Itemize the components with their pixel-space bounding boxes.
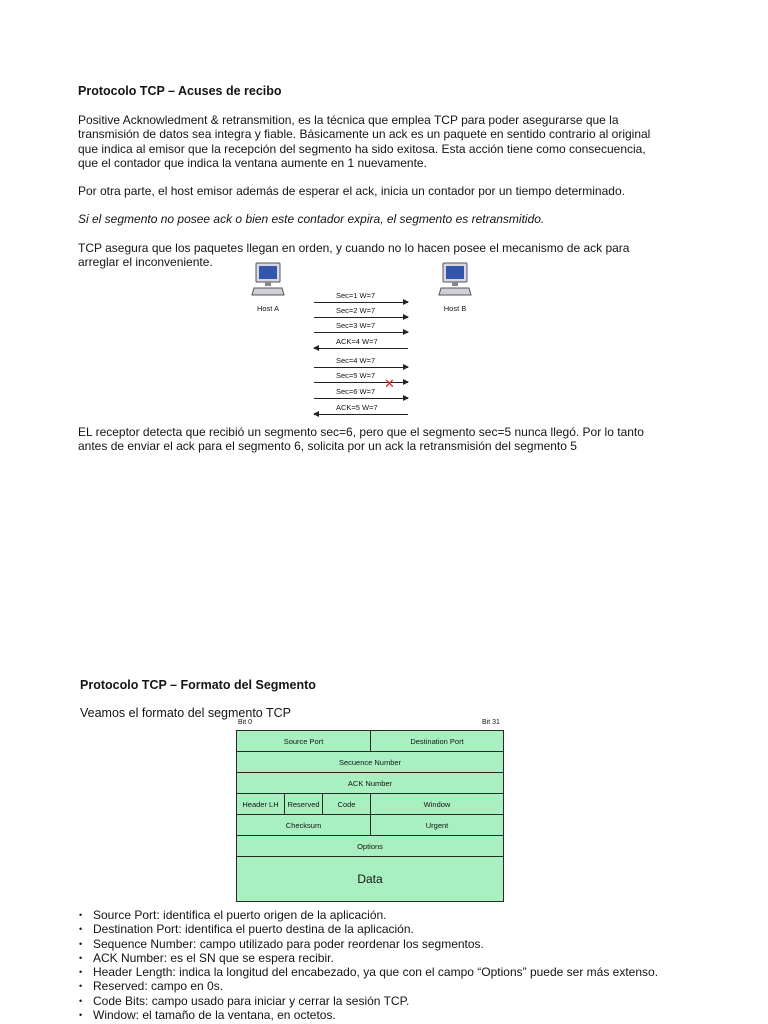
message-arrow — [314, 321, 408, 335]
paragraph-timer: Por otra parte, el host emisor además de esperar el ack, inicia un contador por un tiempo determinado. — [78, 184, 625, 198]
sequence-number-cell: Secuence Number — [237, 752, 504, 773]
arrow-right-icon — [403, 299, 409, 305]
list-item: • Destination Port: identifica el puerto destina de la aplicación. — [79, 922, 658, 936]
list-item: • Reserved: campo en 0s. — [79, 979, 658, 993]
lost-x-icon: ✕ — [384, 376, 395, 391]
arrow-right-icon — [403, 329, 409, 335]
arrow-right-icon — [403, 364, 409, 370]
arrow-right-icon — [403, 314, 409, 320]
arrow-right-icon — [403, 395, 409, 401]
tcp-segment-table — [236, 730, 504, 902]
host-b-label: Host B — [443, 304, 467, 313]
message-arrow — [314, 403, 408, 417]
paragraph-order: TCP asegura que los paquetes llegan en orden, y cuando no lo hacen posee el mecanismo de ack para arreglar el inconveniente. — [78, 241, 630, 270]
bit31-label: Bit 31 — [482, 719, 500, 726]
arrow-right-icon — [403, 379, 409, 385]
field-description-list — [79, 908, 658, 1022]
checksum-cell: Checksum — [237, 815, 371, 836]
list-item: • ACK Number: es el SN que se espera recibir. — [79, 951, 658, 965]
message-arrow — [314, 291, 408, 305]
message-label: Sec=3 W=7 — [336, 321, 376, 330]
message-label: ACK=5 W=7 — [336, 403, 378, 412]
urgent-cell: Urgent — [371, 815, 504, 836]
message-arrow — [314, 337, 408, 351]
paragraph-receiver: EL receptor detecta que recibió un segmento sec=6, pero que el segmento sec=5 nunca llegó. Por lo tanto antes de enviar el ack para el segmento 6, solicita por un ack la retransmisión del segmento 5 — [78, 425, 644, 454]
host-b — [435, 262, 475, 313]
code-cell: Code — [323, 794, 371, 815]
list-item: • Source Port: identifica el puerto origen de la aplicación. — [79, 908, 658, 922]
paragraph-positive-ack: Positive Acknowledment & retransmition, es la técnica que emplea TCP para poder asegurarse que la transmisión de datos sea integra y fiable. Básicamente un ack es un paquete en sentido contrario al original que indica al emisor que la recepción del segmento ha sido exitosa. Esta acción tiene como consecuencia, que el contador que indica la ventana aumente en 1 nuevamente. — [78, 113, 651, 170]
intro-text: Veamos el formato del segmento TCP — [80, 706, 291, 720]
window-cell: Window — [371, 794, 504, 815]
message-arrow — [314, 387, 408, 401]
message-label: Sec=2 W=7 — [336, 306, 376, 315]
arrow-left-icon — [313, 411, 319, 417]
message-label: ACK=4 W=7 — [336, 337, 378, 346]
section-title-acks: Protocolo TCP – Acuses de recibo — [78, 84, 282, 98]
message-label: Sec=5 W=7 — [336, 371, 376, 380]
list-item: • Code Bits: campo usado para iniciar y cerrar la sesión TCP. — [79, 994, 658, 1008]
data-cell: Data — [237, 857, 504, 902]
computer-icon — [438, 262, 472, 298]
host-a — [248, 262, 288, 313]
list-item: • Sequence Number: campo utilizado para poder reordenar los segmentos. — [79, 937, 658, 951]
host-a-label: Host A — [256, 304, 280, 313]
message-label: Sec=4 W=7 — [336, 356, 376, 365]
list-item: • Window: el tamaño de la ventana, en octetos. — [79, 1008, 658, 1022]
options-cell: Options — [237, 836, 504, 857]
section-title-format: Protocolo TCP – Formato del Segmento — [80, 678, 316, 692]
source-port-cell: Source Port — [237, 731, 371, 752]
message-arrow — [314, 356, 408, 370]
destination-port-cell: Destination Port — [371, 731, 504, 752]
message-arrow — [314, 306, 408, 320]
reserved-cell: Reserved — [285, 794, 323, 815]
ack-number-cell: ACK Number — [237, 773, 504, 794]
list-item: • Header Length: indica la longitud del encabezado, ya que con el campo “Options” puede ser más extenso. — [79, 965, 658, 979]
message-label: Sec=1 W=7 — [336, 291, 376, 300]
paragraph-retransmit: Si el segmento no posee ack o bien este contador expira, el segmento es retransmitido. — [78, 212, 545, 226]
header-length-cell: Header LH — [237, 794, 285, 815]
message-label: Sec=6 W=7 — [336, 387, 376, 396]
bit0-label: Bit 0 — [238, 719, 253, 726]
computer-icon — [251, 262, 285, 298]
arrow-left-icon — [313, 345, 319, 351]
